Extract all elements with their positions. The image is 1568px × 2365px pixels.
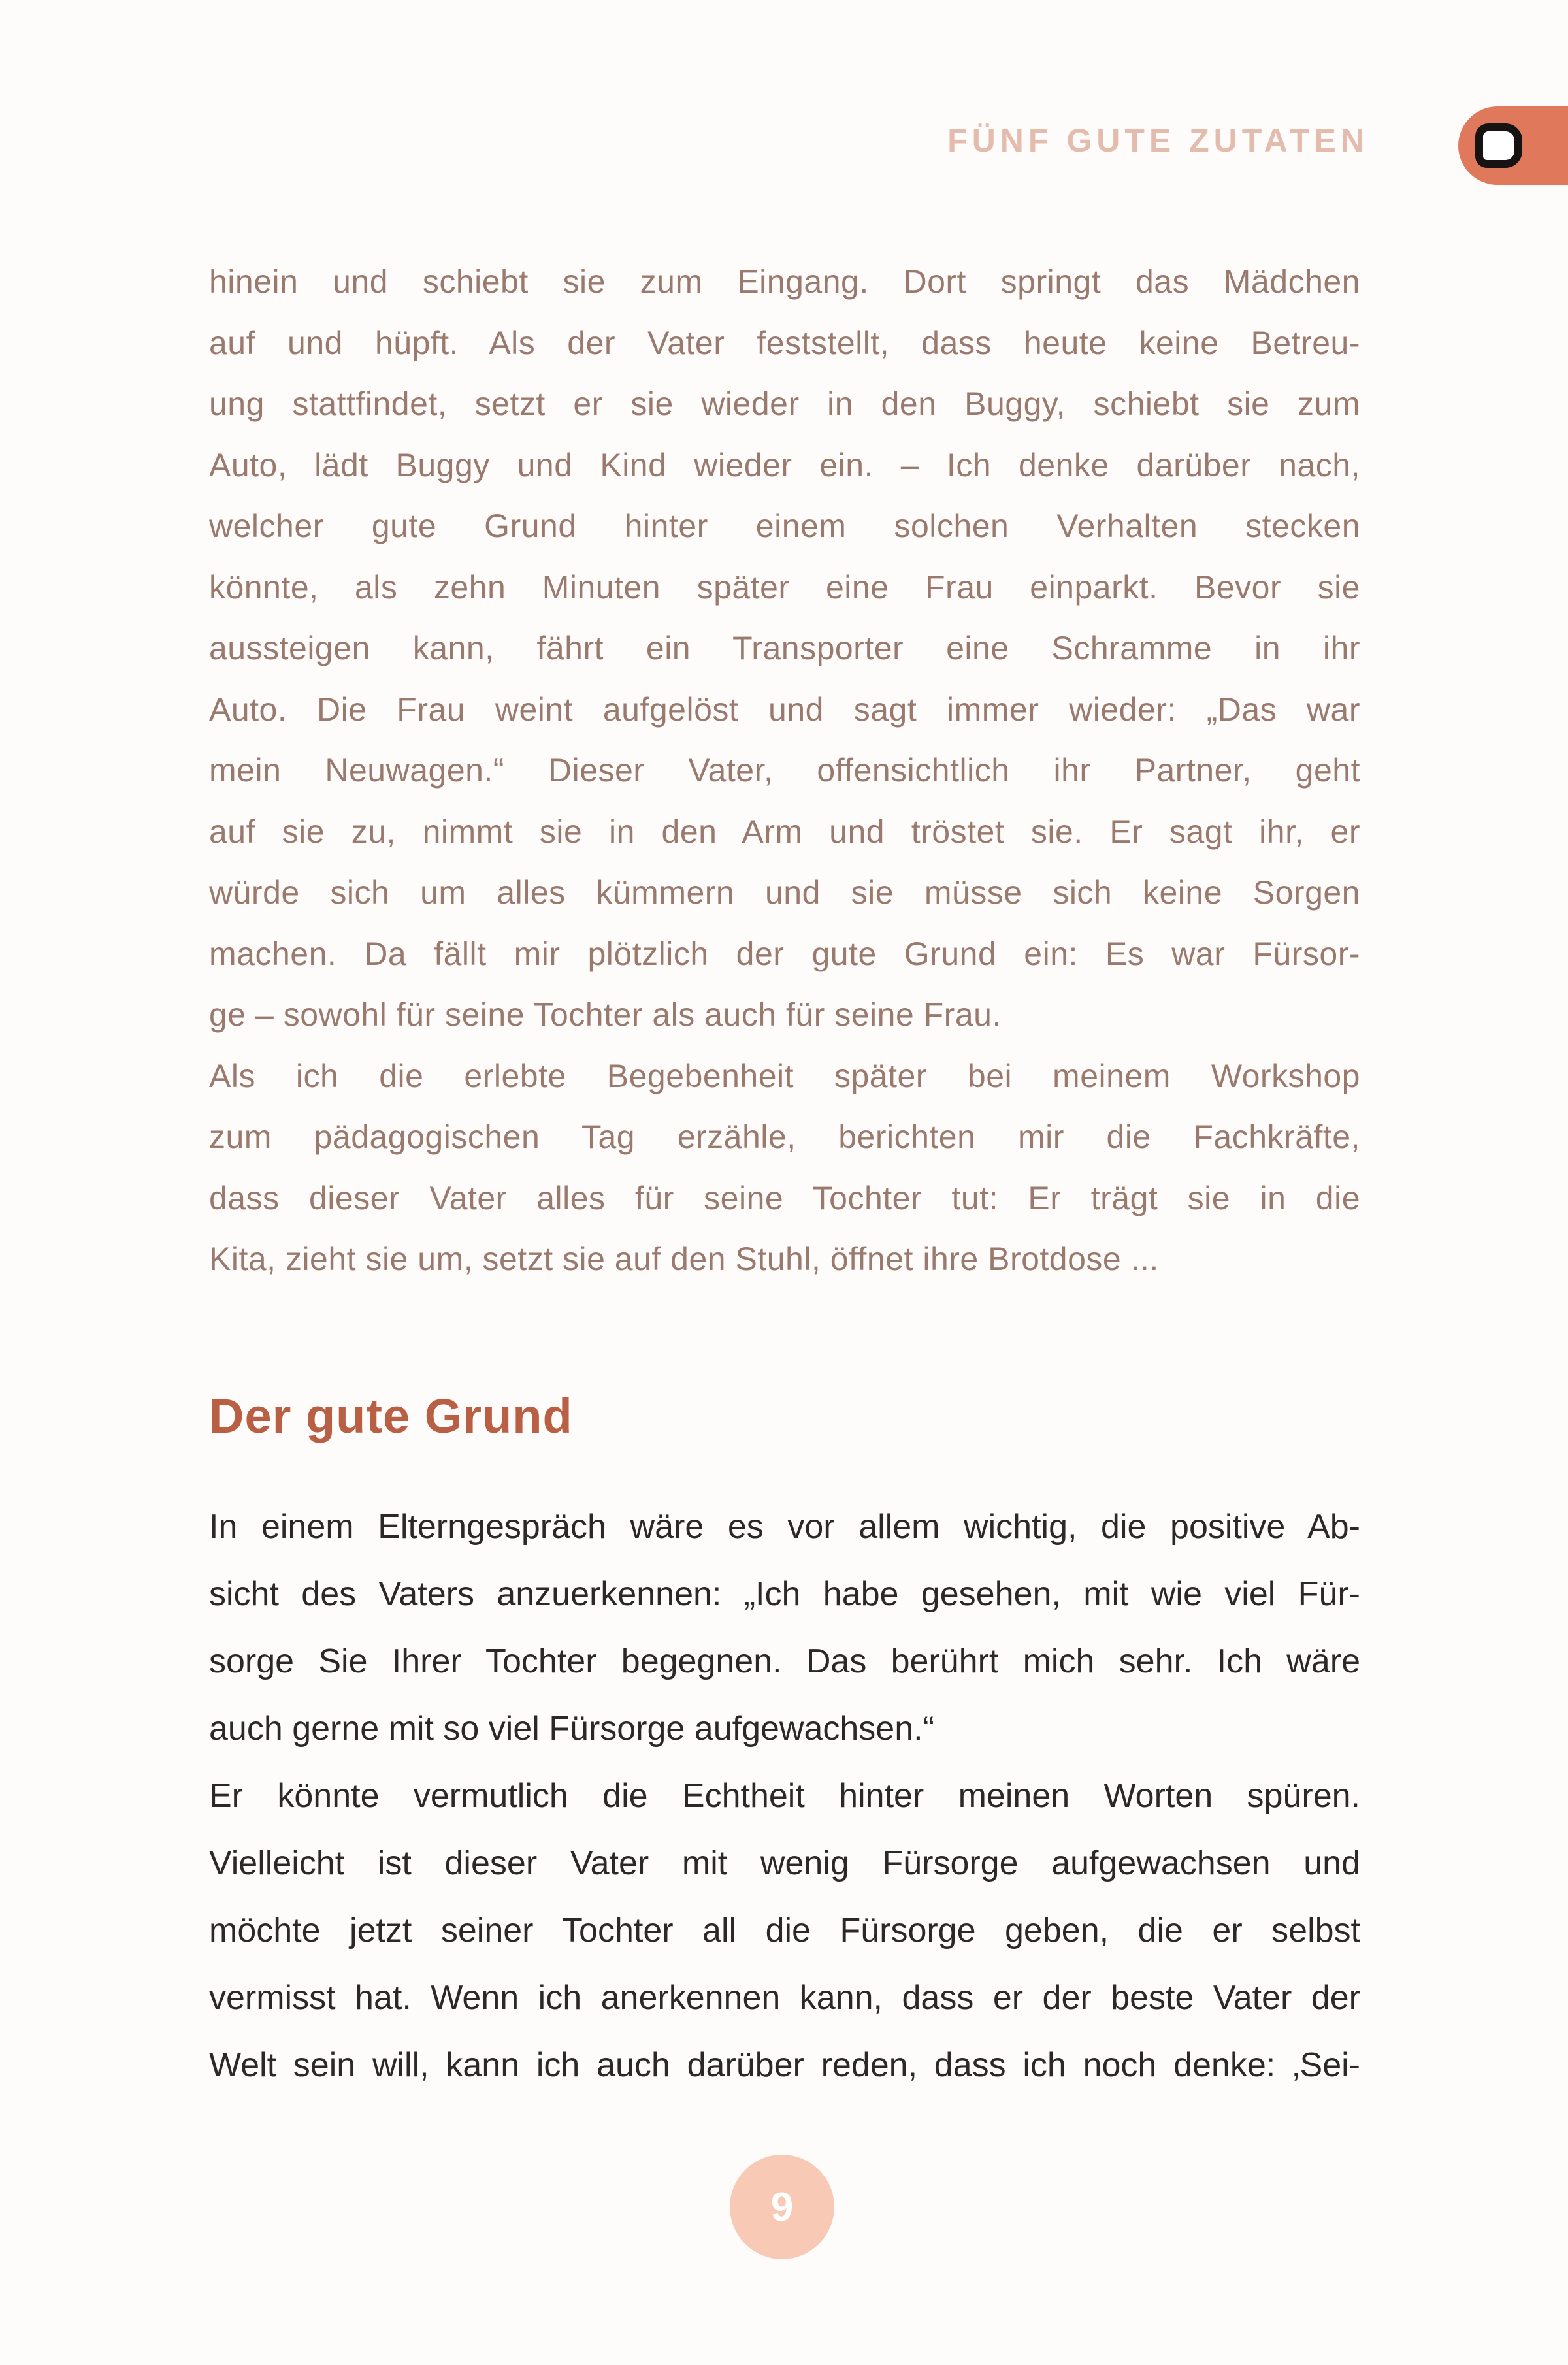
text-line: welcher gute Grund hinter einem solchen Verhalten stecken <box>209 508 1360 544</box>
text-line: möchte jetzt seiner Tochter all die Fürsorge geben, die er selbst <box>209 1912 1360 1949</box>
text-line: In einem Elterngespräch wäre es vor allem wichtig, die positive Ab- <box>209 1508 1360 1546</box>
chapter-tab <box>1458 106 1568 185</box>
text-line: ung stattfindet, setzt er sie wieder in den Buggy, schiebt sie zum <box>209 385 1360 422</box>
text-line: Auto. Die Frau weint aufgelöst und sagt immer wieder: „Das war <box>209 691 1360 728</box>
paragraph <box>209 252 1360 1046</box>
text-line: machen. Da fällt mir plötzlich der gute Grund ein: Es war Fürsor- <box>209 935 1360 972</box>
paragraph <box>209 1046 1360 1290</box>
text-line: Er könnte vermutlich die Echtheit hinter meinen Worten spüren. <box>209 1777 1360 1815</box>
text-line: mein Neuwagen.“ Dieser Vater, offensichtlich ihr Partner, geht <box>209 752 1360 789</box>
text-line: könnte, als zehn Minuten später eine Frau einparkt. Bevor sie <box>209 568 1360 606</box>
text-line: würde sich um alles kümmern und sie müsse sich keine Sorgen <box>209 874 1360 911</box>
text-line: Welt sein will, kann ich auch darüber reden, dass ich noch denke: ‚Sei- <box>209 2046 1360 2084</box>
text-line: zum pädagogischen Tag erzähle, berichten mir die Fachkräfte, <box>209 1118 1360 1155</box>
speech-bubble-icon <box>1475 123 1522 168</box>
text-line: auf sie zu, nimmt sie in den Arm und tröstet sie. Er sagt ihr, er <box>209 813 1360 850</box>
paragraph <box>209 1493 1360 1763</box>
story-text-block <box>209 252 1360 1290</box>
text-line: ge – sowohl für seine Tochter als auch für seine Frau. <box>209 996 1002 1033</box>
text-line: sorge Sie Ihrer Tochter begegnen. Das berührt mich sehr. Ich wäre <box>209 1642 1360 1680</box>
page-number: 9 <box>770 2184 794 2230</box>
text-line: Kita, zieht sie um, setzt sie auf den Stuhl, öffnet ihre Brotdose ... <box>209 1241 1159 1277</box>
text-line: Vielleicht ist dieser Vater mit wenig Fürsorge aufgewachsen und <box>209 1844 1360 1882</box>
text-line: vermisst hat. Wenn ich anerkennen kann, dass er der beste Vater der <box>209 1979 1360 2017</box>
running-head-title: FÜNF GUTE ZUTATEN <box>947 122 1369 159</box>
text-line: aussteigen kann, fährt ein Transporter eine Schramme in ihr <box>209 630 1360 666</box>
section-heading: Der gute Grund <box>209 1389 573 1443</box>
text-line: Als ich die erlebte Begebenheit später bei meinem Workshop <box>209 1057 1360 1094</box>
text-line: sicht des Vaters anzuerkennen: „Ich habe gesehen, mit wie viel Für- <box>209 1575 1360 1613</box>
body-text-block <box>209 1493 1360 2099</box>
page-number-badge <box>730 2155 834 2259</box>
text-line: auf und hüpft. Als der Vater feststellt, dass heute keine Betreu- <box>209 324 1360 361</box>
text-line: hinein und schiebt sie zum Eingang. Dort springt das Mädchen <box>209 263 1360 300</box>
paragraph <box>209 1763 1360 2099</box>
text-line: Auto, lädt Buggy und Kind wieder ein. – Ich denke darüber nach, <box>209 446 1360 483</box>
text-line: dass dieser Vater alles für seine Tochter tut: Er trägt sie in die <box>209 1179 1360 1216</box>
text-line: auch gerne mit so viel Fürsorge aufgewachsen.“ <box>209 1710 934 1748</box>
